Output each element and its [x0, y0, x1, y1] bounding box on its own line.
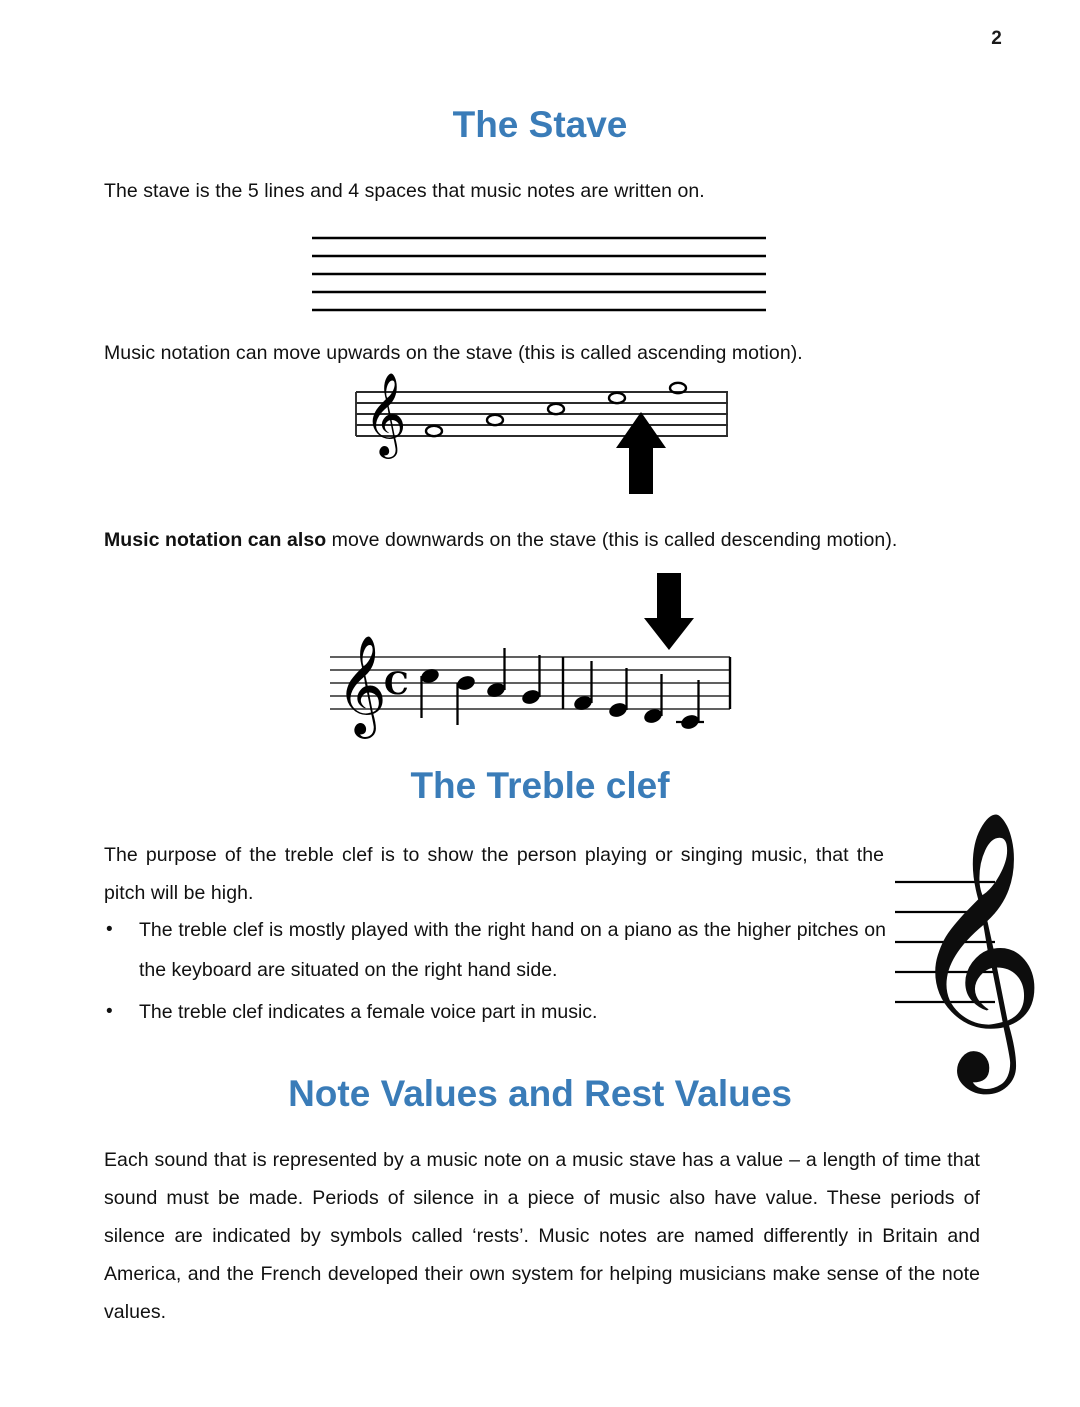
common-time-signature: C — [384, 666, 409, 702]
treble-clef-bullet-list — [104, 910, 886, 1034]
heading-the-treble-clef: The Treble clef — [410, 765, 670, 806]
arrow-down-icon — [644, 573, 694, 650]
paragraph-descending-motion — [104, 521, 980, 559]
figure-ascending-stave — [356, 370, 728, 495]
descending-rest: move downwards on the stave (this is called descending motion). — [326, 529, 898, 551]
quarter-note — [455, 674, 476, 725]
blank-stave-svg — [312, 232, 766, 312]
paragraph-note-values: Each sound that is represented by a music note on a music stave has a value – a length of time that sound must be made. Periods of silence in a piece of music also have value. These periods of silence are indicated by symbols called ‘rests’. Music notes are named differently in Britain and America, and the French developed their own system for helping musicians make sense of the note values. — [104, 1149, 980, 1323]
list-item-text: The treble clef is mostly played with the right hand on a piano as the higher pitches on the keyboard are situated on the right hand side. — [139, 919, 886, 981]
paragraph-stave-intro: The stave is the 5 lines and 4 spaces that music notes are written on. — [104, 180, 705, 202]
heading-note-values: Note Values and Rest Values — [288, 1073, 792, 1114]
list-item — [104, 992, 886, 1032]
figure-blank-stave — [312, 232, 766, 312]
list-item-text: The treble clef indicates a female voice part in music. — [139, 1001, 598, 1023]
descending-bold-lead: Music notation can also — [104, 529, 327, 551]
heading-the-stave: The Stave — [452, 104, 628, 145]
treble-clef-icon: 𝄞 — [907, 809, 1046, 1082]
list-item — [104, 910, 886, 990]
quarter-note — [607, 668, 628, 719]
quarter-note — [419, 667, 440, 718]
paragraph-ascending-motion: Music notation can move upwards on the stave (this is called ascending motion). — [104, 342, 803, 364]
figure-descending-stave — [326, 566, 734, 741]
treble-clef-icon: 𝄞 — [364, 371, 407, 455]
quarter-notes — [419, 648, 704, 731]
treble-clef-icon: 𝄞 — [336, 635, 387, 735]
descending-stave-svg — [326, 566, 734, 741]
paragraph-treble-purpose: The purpose of the treble clef is to show the person playing or singing music, that the pitch will be high. — [104, 844, 884, 904]
quarter-note — [572, 661, 593, 712]
ascending-stave-svg — [356, 370, 728, 495]
bullet-icon: • — [106, 1001, 113, 1022]
stave-lines — [356, 392, 728, 436]
stave-lines — [312, 238, 766, 310]
quarter-note — [520, 655, 541, 706]
page-number: 2 — [991, 28, 1002, 49]
bullet-icon: • — [106, 919, 113, 940]
quarter-note — [485, 648, 506, 699]
large-treble-clef-svg — [893, 809, 1046, 1082]
quarter-note — [676, 680, 704, 731]
figure-large-treble-clef — [893, 809, 1046, 1082]
quarter-note — [642, 674, 663, 725]
